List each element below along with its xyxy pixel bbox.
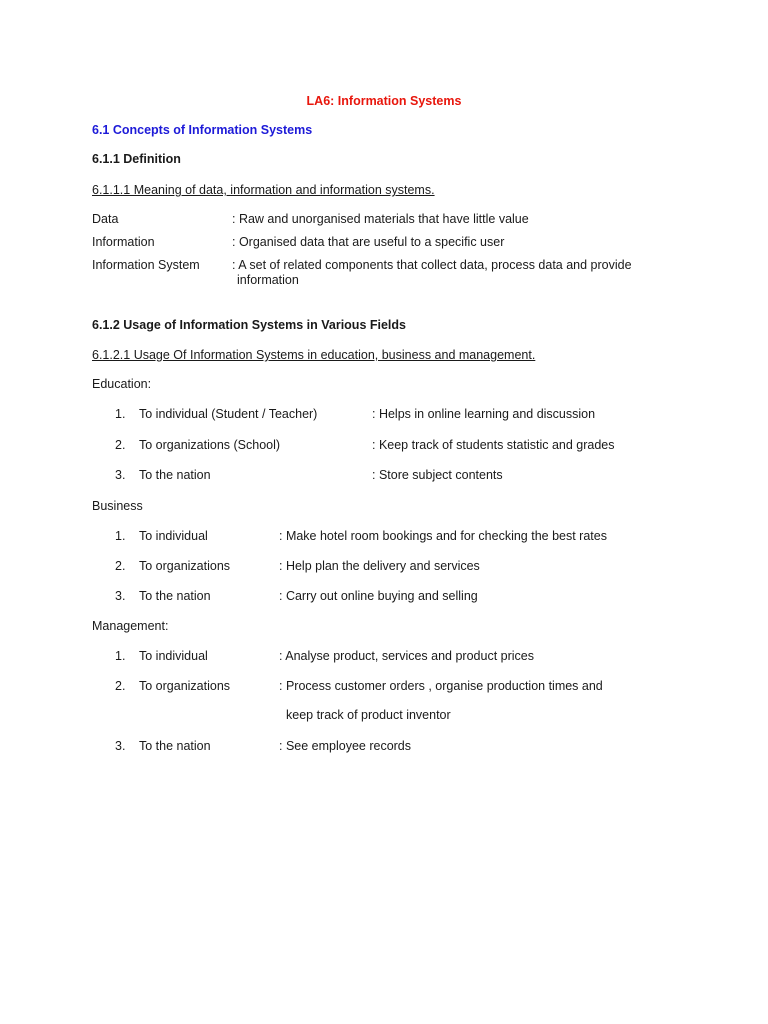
list-item-number: 2. bbox=[115, 679, 126, 693]
list-item-usage: : Carry out online buying and selling bbox=[279, 589, 478, 603]
list-item-usage-continued: keep track of product inventor bbox=[286, 708, 451, 722]
list-item-target: To individual bbox=[139, 529, 208, 543]
list-item-target: To the nation bbox=[139, 739, 211, 753]
definition-text-continued: information bbox=[237, 273, 299, 287]
list-item-number: 3. bbox=[115, 739, 126, 753]
list-item-target: To the nation bbox=[139, 468, 211, 482]
definition-text: : A set of related components that collect data, process data and provide bbox=[232, 258, 632, 272]
list-item-number: 3. bbox=[115, 589, 126, 603]
management-heading: Management: bbox=[92, 619, 169, 633]
list-item-target: To organizations bbox=[139, 679, 231, 693]
list-item-number: 2. bbox=[115, 438, 126, 452]
list-item-usage: : Make hotel room bookings and for checking the best rates bbox=[279, 529, 607, 543]
list-item-number: 1. bbox=[115, 649, 126, 663]
list-item-target: To individual bbox=[139, 649, 208, 663]
definition-text: : Raw and unorganised materials that have little value bbox=[232, 212, 529, 226]
subsection-heading-6-1-2-1: 6.1.2.1 Usage Of Information Systems in education, business and management. bbox=[92, 348, 536, 362]
list-item-number: 1. bbox=[115, 529, 126, 543]
business-heading: Business bbox=[92, 499, 143, 513]
list-item-target: To organizations (School) bbox=[139, 438, 281, 452]
list-item-number: 2. bbox=[115, 559, 126, 573]
definition-text: : Organised data that are useful to a specific user bbox=[232, 235, 505, 249]
list-item-number: 3. bbox=[115, 468, 126, 482]
education-heading: Education: bbox=[92, 377, 152, 391]
definition-term: Data bbox=[92, 212, 119, 226]
section-heading-6-1: 6.1 Concepts of Information Systems bbox=[92, 123, 313, 137]
list-item-usage: : See employee records bbox=[279, 739, 412, 753]
list-item-usage: : Helps in online learning and discussion bbox=[372, 407, 596, 421]
subsection-heading-6-1-1-1: 6.1.1.1 Meaning of data, information and information systems. bbox=[92, 183, 435, 197]
list-item-target: To organizations bbox=[139, 559, 231, 573]
list-item-usage: : Analyse product, services and product prices bbox=[279, 649, 534, 663]
section-heading-6-1-2: 6.1.2 Usage of Information Systems in Various Fields bbox=[92, 318, 406, 332]
definition-term: Information bbox=[92, 235, 155, 249]
document-title: LA6: Information Systems bbox=[306, 94, 462, 108]
list-item-usage: : Process customer orders , organise production times and bbox=[279, 679, 603, 693]
section-heading-6-1-1: 6.1.1 Definition bbox=[92, 152, 181, 166]
list-item-target: To individual (Student / Teacher) bbox=[139, 407, 318, 421]
list-item-usage: : Store subject contents bbox=[372, 468, 503, 482]
definition-term: Information System bbox=[92, 258, 200, 272]
list-item-number: 1. bbox=[115, 407, 126, 421]
list-item-target: To the nation bbox=[139, 589, 211, 603]
list-item-usage: : Keep track of students statistic and grades bbox=[372, 438, 615, 452]
list-item-usage: : Help plan the delivery and services bbox=[279, 559, 480, 573]
